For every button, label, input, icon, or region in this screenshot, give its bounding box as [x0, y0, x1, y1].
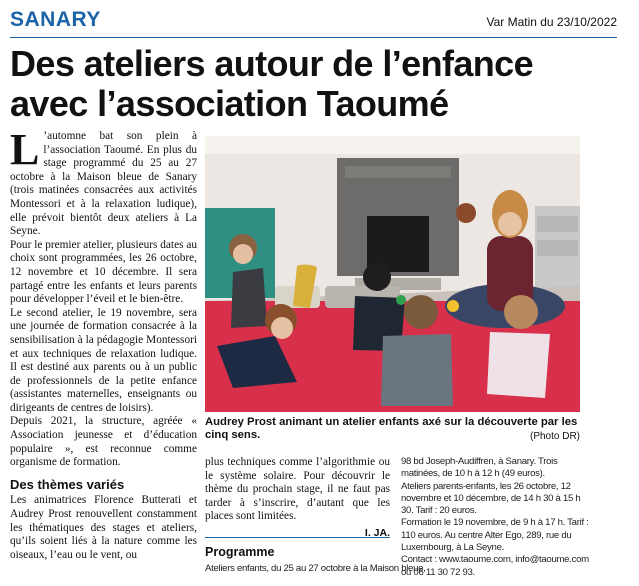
programme-details-column: [401, 456, 591, 579]
paragraph: Les animatrices Florence Butterati et Audrey Prost renouvellent constamment les thématiques des stages et ateliers, qu’ils soient liés à la nature comme les oiseaux, l’eau ou le vent, ou: [10, 494, 197, 561]
programme-item: 98 bd Joseph-Audiffren, à Sanary. Trois matinées, de 10 h à 12 h (49 euros).: [401, 456, 558, 480]
article-photo: [205, 136, 580, 412]
publication-source: Var Matin du 23/10/2022: [486, 15, 617, 29]
programme-heading: Programme: [205, 545, 275, 559]
headline-line-1: Des ateliers autour de l’enfance: [10, 43, 533, 84]
programme-divider: [205, 537, 390, 538]
lead-paragraph: [10, 125, 197, 239]
headline-line-2: avec l’association Taoumé: [10, 83, 449, 124]
dropcap: L: [10, 125, 40, 174]
headline: [10, 44, 620, 124]
programme-item: Ateliers parents-enfants, les 26 octobre, 12 novembre et 10 décembre, de 14 h 30 à 15 h 30. Tarif : 20 euros.: [401, 480, 581, 517]
paragraph: Pour le premier atelier, plusieurs dates au choix sont programmées, les 26 octobre, 12 novembre et 10 décembre. Il sera partagé entre les enfants et leurs parents pour développer l’éveil et le bien-être.: [10, 238, 197, 306]
programme-text: Ateliers enfants, du 25 au 27 octobre à la Maison bleue,: [205, 563, 426, 574]
article-column-1: [10, 125, 197, 562]
contact-info: Contact : www.taoume.com, info@taoume.com ou 06 11 30 72 93.: [401, 554, 589, 578]
workshop-photo-illustration: [205, 136, 580, 412]
article-column-2: [205, 456, 390, 541]
programme-item: Formation le 19 novembre, de 9 h à 17 h. Tarif : 110 euros. Au centre Alter Ego, 289, rue du Luxembourg, à La Seyne.: [401, 517, 589, 554]
photo-credit: (Photo DR): [529, 431, 580, 442]
subheading: Des thèmes variés: [10, 476, 125, 492]
paragraph: Le second atelier, le 19 novembre, sera une journée de formation consacrée à la sensibilisation à la pédagogie Montessori et aux techniques de relaxation ludique. Il est destiné aux parents ou à un public de professionnels de la petite enfance (assistantes maternelles, enseignants ou dirigeants de centres de loisirs).: [10, 306, 197, 414]
paragraph: Depuis 2021, la structure, agréée « Association jeunesse et d’éducation populaire », est reconnue comme organisme de formation.: [10, 415, 197, 469]
author-signature: I. JA.: [364, 526, 390, 539]
paragraph: plus techniques comme l’algorithmie ou le système solaire. Pour découvrir le thème du prochain stage, il ne faut pas tarder à s’inscrire, d’autant que les places sont limitées.: [205, 456, 390, 523]
section-rubric: SANARY: [10, 8, 101, 31]
header-divider: [10, 37, 617, 38]
lead-text: ’automne bat son plein à l’association Taoumé. En plus du stage programmé du 25 au 27 octobre à la Maison bleue de Sanary (trois matinées consacrées aux activités Montessori et à la relaxation ludique), elle prévoit bientôt deux ateliers à La Seyne.: [10, 130, 197, 238]
photo-caption: Audrey Prost animant un atelier enfants axé sur la découverte par les cinq sens.: [205, 416, 578, 441]
